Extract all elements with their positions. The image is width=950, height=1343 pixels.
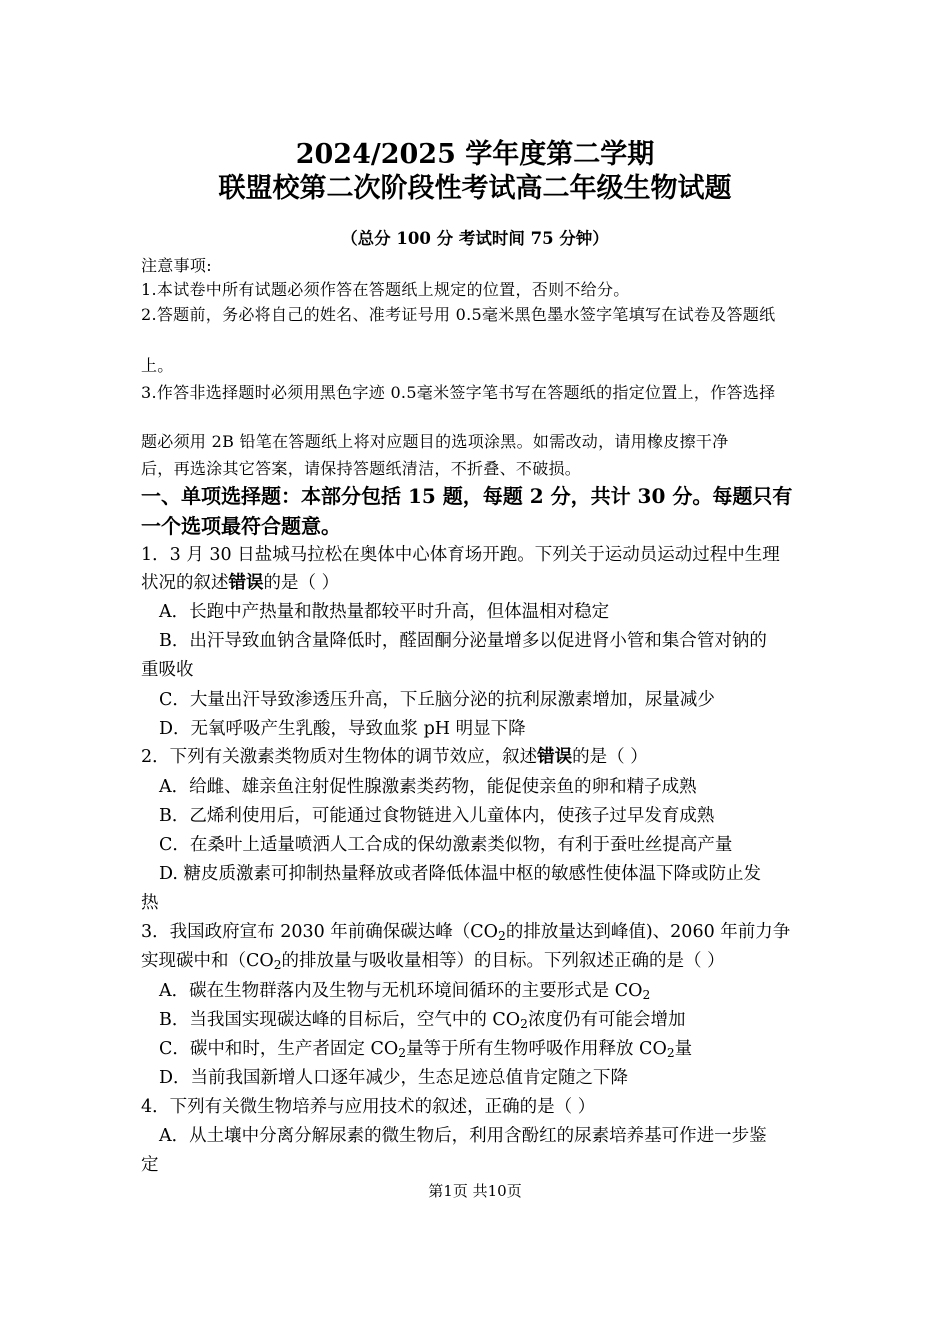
page-footer: 第1页 共10页 (428, 1182, 522, 1200)
emphasis-text: 错误 (537, 747, 573, 767)
notes-line: 1.本试卷中所有试题必须作答在答题纸上规定的位置，否则不给分。 (141, 280, 630, 299)
question-1-stem-cont: 状况的叙述错误的是（ ） (141, 573, 340, 593)
question-2-option-c: C．在桑叶上适量喷洒人工合成的保幼激素类似物，有利于蚕吐丝提高产量 (159, 835, 733, 855)
section-heading-line2: 一个选项最符合题意。 (141, 514, 341, 538)
notes-line: 上。 (141, 356, 174, 375)
notes-line: 2.答题前，务必将自己的姓名、准考证号用 0.5毫米黑色墨水签字笔填写在试卷及答题纸 (141, 305, 776, 324)
exam-title-line1: 2024/2025 学年度第二学期 (295, 139, 655, 170)
notes-line: 3.作答非选择题时必须用黑色字迹 0.5毫米签字笔书写在答题纸的指定位置上，作答选择 (141, 383, 776, 402)
emphasis-text: 错误 (228, 573, 264, 593)
notes-line: 后，再选涂其它答案，请保持答题纸清洁，不折叠、不破损。 (141, 459, 582, 478)
question-1-option-b-cont: 重吸收 (141, 660, 194, 680)
notes-heading: 注意事项: (141, 256, 212, 275)
question-3-option-b: B．当我国实现碳达峰的目标后，空气中的 $CO_2$浓度仍有可能会增加 (159, 1010, 686, 1032)
exam-title-line2: 联盟校第二次阶段性考试高二年级生物试题 (218, 173, 732, 204)
question-3-stem: 3．我国政府宣布 2030 年前确保碳达峰（$CO_2$的排放量达到峰值)、2060 年前力争 (141, 922, 791, 944)
question-2-stem: 2．下列有关激素类物质对生物体的调节效应，叙述错误的是（ ） (141, 747, 648, 767)
question-2-option-b: B．乙烯利使用后，可能通过食物链进入儿童体内，使孩子过早发育成熟 (159, 806, 715, 826)
question-2-option-a: A．给雌、雄亲鱼注射促性腺激素类药物，能促使亲鱼的卵和精子成熟 (159, 777, 697, 797)
question-2-option-d: D. 糖皮质激素可抑制热量释放或者降低体温中枢的敏感性使体温下降或防止发 (159, 864, 762, 884)
question-1-option-d: D．无氧呼吸产生乳酸，导致血浆 pH 明显下降 (159, 719, 526, 739)
notes-line: 题必须用 2B 铅笔在答题纸上将对应题目的选项涂黑。如需改动，请用橡皮擦干净 (141, 432, 729, 451)
exam-subtitle: （总分 100 分 考试时间 75 分钟） (341, 229, 609, 248)
question-1-option-a: A．长跑中产热量和散热量都较平时升高，但体温相对稳定 (159, 602, 610, 622)
question-2-option-d-cont: 热 (141, 893, 159, 913)
question-1-stem: 1．3 月 30 日盐城马拉松在奥体中心体育场开跑。下列关于运动员运动过程中生理 (141, 545, 780, 565)
question-4-stem: 4．下列有关微生物培养与应用技术的叙述，正确的是（ ） (141, 1097, 596, 1117)
question-3-option-d: D．当前我国新增人口逐年减少，生态足迹总值肯定随之下降 (159, 1068, 629, 1088)
question-1-option-b: B．出汗导致血钠含量降低时，醛固酮分泌量增多以促进肾小管和集合管对钠的 (159, 631, 767, 651)
question-1-option-c: C．大量出汗导致渗透压升高，下丘脑分泌的抗利尿激素增加，尿量减少 (159, 690, 715, 710)
question-4-option-a-cont: 定 (141, 1155, 159, 1175)
question-3-option-a: A．碳在生物群落内及生物与无机环境间循环的主要形式是 $CO_2$ (159, 981, 651, 1003)
section-heading-line1: 一、单项选择题：本部分包括 15 题，每题 2 分，共计 30 分。每题只有 (141, 484, 793, 508)
question-4-option-a: A．从土壤中分离分解尿素的微生物后，利用含酚红的尿素培养基可作进一步鉴 (159, 1126, 767, 1146)
question-3-stem-cont: 实现碳中和（$CO_2$的排放量与吸收量相等）的目标。下列叙述正确的是（ ） (141, 951, 725, 973)
question-3-option-c: C．碳中和时，生产者固定 $CO_2$量等于所有生物呼吸作用释放 $CO_2$量 (159, 1039, 693, 1061)
